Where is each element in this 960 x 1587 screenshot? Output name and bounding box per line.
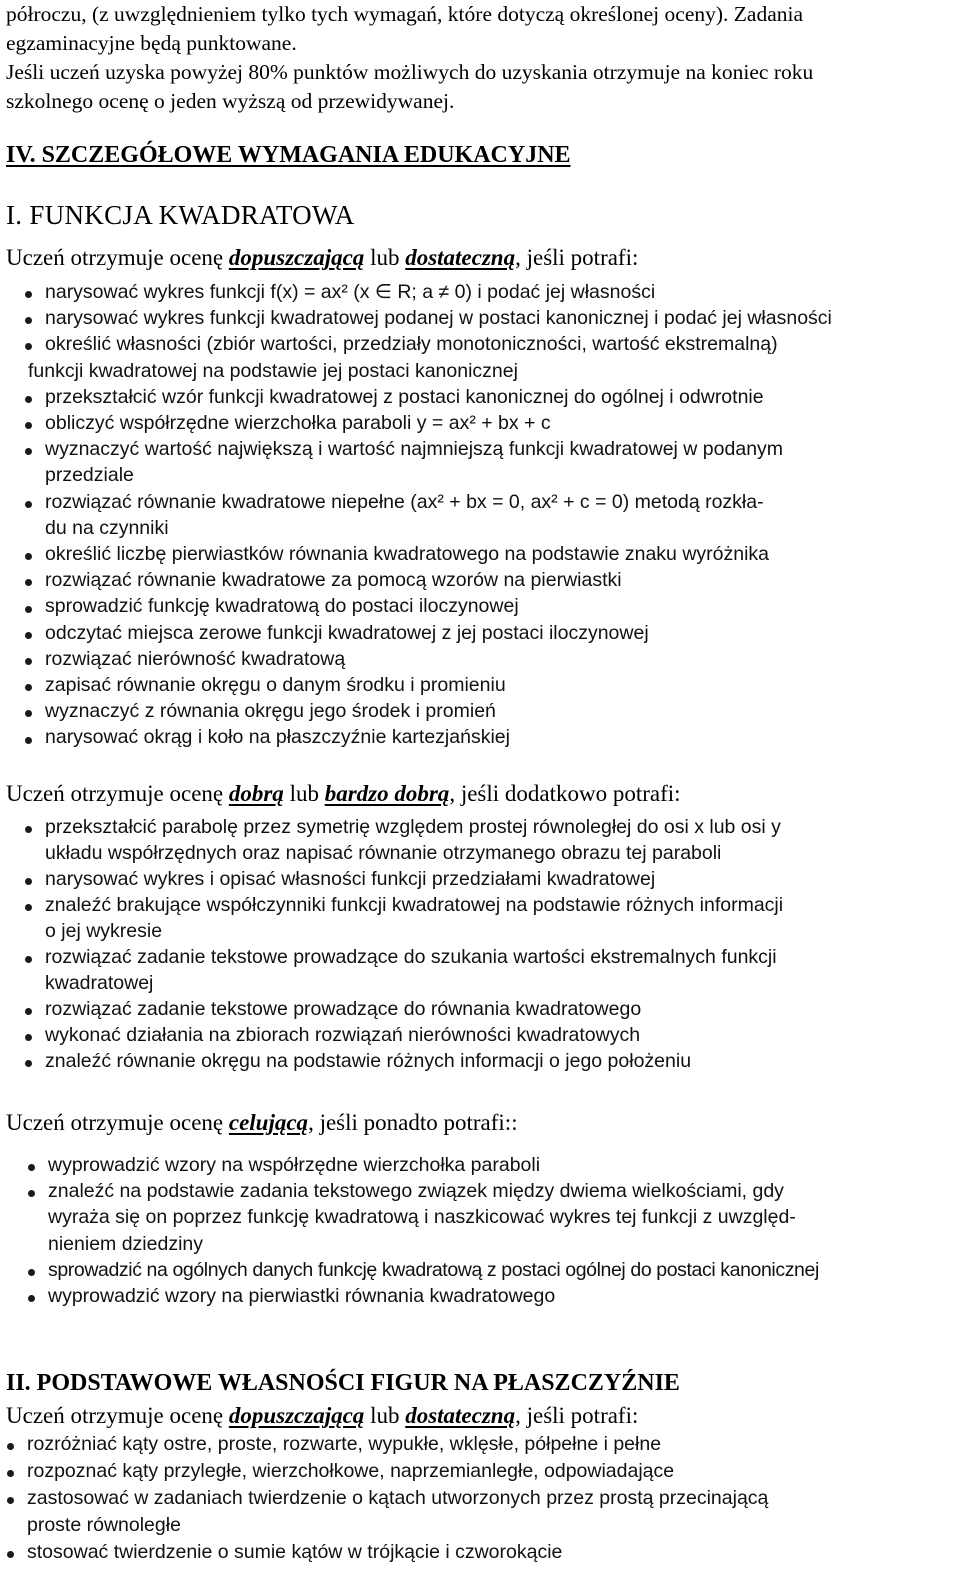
item-continuation: proste równoległe	[27, 1514, 181, 1536]
requirements-list	[4, 1431, 768, 1566]
list-item	[22, 436, 832, 488]
list-item: rozwiązać równanie kwadratowe za pomocą wzorów na pierwiastki	[22, 567, 832, 593]
section-heading: IV. SZCZEGÓŁOWE WYMAGANIA EDUKACYJNE	[6, 142, 571, 168]
topic-title: I. FUNKCJA KWADRATOWA	[6, 200, 355, 230]
item-continuation: wyraża się on poprzez funkcję kwadratową i naszkicować wykres tej funkcji z uwzględ-	[48, 1206, 796, 1229]
list-item: narysować wykres funkcji f(x) = ax² (x ∈ R; a ≠ 0) i podać jej własności	[22, 279, 832, 305]
grade-prefix: Uczeń otrzymuje ocenę	[6, 1403, 229, 1428]
list-item: sprowadzić na ogólnych danych funkcję kwadratową z postaci ogólnej do postaci kanonicznej	[25, 1257, 819, 1283]
intro-line: półroczu, (z uwzględnieniem tylko tych wymagań, które dotyczą określonej oceny). Zadania	[6, 2, 804, 26]
list-item: rozróżniać kąty ostre, proste, rozwarte, wypukłe, wklęsłe, półpełne i pełne	[4, 1431, 768, 1458]
topic-title: II. PODSTAWOWE WŁASNOŚCI FIGUR NA PŁASZCZYŹNIE	[6, 1370, 680, 1396]
list-item: określić liczbę pierwiastków równania kwadratowego na podstawie znaku wyróżnika	[22, 541, 832, 567]
list-item: rozwiązać zadanie tekstowe prowadzące do równania kwadratowego	[22, 996, 783, 1022]
requirements-list	[22, 279, 832, 751]
item-continuation: układu współrzędnych oraz napisać równanie otrzymanego obrazu tej paraboli	[45, 842, 722, 864]
list-item: przekształcić wzór funkcji kwadratowej z postaci kanonicznej do ogólnej i odwrotnie	[22, 384, 832, 410]
item-continuation: przedziale	[45, 464, 134, 487]
grade-name: dopuszczającą	[228, 1403, 365, 1428]
list-item: narysować wykres i opisać własności funkcji przedziałami kwadratowej	[22, 866, 783, 892]
item-line: rozwiązać zadanie tekstowe prowadzące do szukania wartości ekstremalnych funkcji	[45, 946, 777, 968]
list-item	[25, 1178, 819, 1257]
list-item: wykonać działania na zbiorach rozwiązań nierówności kwadratowych	[22, 1022, 783, 1048]
grade-suffix: , jeśli potrafi:	[515, 245, 639, 270]
item-line: wyznaczyć wartość największą i wartość najmniejszą funkcji kwadratowej w podanym	[45, 438, 784, 461]
requirements-list	[25, 1152, 819, 1309]
list-item	[22, 814, 783, 866]
grade-name: dopuszczającą	[228, 245, 365, 270]
list-item: wyprowadzić wzory na współrzędne wierzchołka paraboli	[25, 1152, 819, 1178]
requirements-list	[22, 814, 783, 1074]
item-line: przekształcić parabolę przez symetrię względem prostej równoległej do osi x lub osi y	[45, 816, 781, 838]
grade-name: bardzo dobrą	[324, 781, 450, 806]
list-item	[22, 489, 832, 541]
grade-name: dobrą	[228, 781, 284, 806]
list-item: narysować wykres funkcji kwadratowej podanej w postaci kanonicznej i podać jej własności	[22, 305, 832, 331]
grade-connector: lub	[364, 245, 406, 270]
grade-criteria-heading	[6, 245, 638, 271]
intro-paragraph	[6, 0, 954, 116]
item-line: znaleźć brakujące współczynniki funkcji kwadratowej na podstawie różnych informacji	[45, 894, 784, 916]
grade-criteria-heading	[6, 1110, 518, 1136]
list-item: obliczyć współrzędne wierzchołka paraboli y = ax² + bx + c	[22, 410, 832, 436]
grade-criteria-heading	[6, 1403, 638, 1429]
list-item: stosować twierdzenie o sumie kątów w trójkącie i czworokącie	[4, 1539, 768, 1566]
intro-line: Jeśli uczeń uzyska powyżej 80% punktów możliwych do uzyskania otrzymuje na koniec roku	[6, 60, 814, 84]
list-item: znaleźć równanie okręgu na podstawie różnych informacji o jego położeniu	[22, 1048, 783, 1074]
item-line: rozwiązać równanie kwadratowe niepełne (ax² + bx = 0, ax² + c = 0) metodą rozkła-	[45, 490, 764, 513]
item-line: znaleźć na podstawie zadania tekstowego związek między dwiema wielkościami, gdy	[48, 1180, 784, 1203]
list-item: wyprowadzić wzory na pierwiastki równania kwadratowego	[25, 1283, 819, 1309]
grade-connector: lub	[364, 1403, 406, 1428]
item-continuation: du na czynniki	[45, 516, 169, 539]
list-item: rozpoznać kąty przyległe, wierzchołkowe, naprzemianległe, odpowiadające	[4, 1458, 768, 1485]
grade-name: dostateczną	[405, 245, 516, 270]
grade-criteria-heading	[6, 781, 681, 807]
item-line: zastosować w zadaniach twierdzenie o kątach utworzonych przez prostą przecinającą	[27, 1487, 769, 1509]
item-continuation: o jej wykresie	[45, 920, 163, 942]
intro-line: egzaminacyjne będą punktowane.	[6, 31, 297, 55]
item-line: określić własności (zbiór wartości, przedziały monotoniczności, wartość ekstremalną)	[45, 333, 778, 356]
intro-line: szkolnego ocenę o jeden wyższą od przewidywanej.	[6, 89, 455, 113]
item-continuation: kwadratowej	[45, 972, 154, 994]
list-item: odczytać miejsca zerowe funkcji kwadratowej z jej postaci iloczynowej	[22, 620, 832, 646]
list-item: rozwiązać nierówność kwadratową	[22, 646, 832, 672]
list-item: zapisać równanie okręgu o danym środku i promieniu	[22, 672, 832, 698]
grade-prefix: Uczeń otrzymuje ocenę	[6, 245, 229, 270]
grade-suffix: , jeśli ponadto potrafi::	[308, 1110, 518, 1135]
item-continuation: funkcji kwadratowej na podstawie jej postaci kanonicznej	[28, 359, 518, 382]
grade-name: celującą	[228, 1110, 309, 1135]
list-item: sprowadzić funkcję kwadratową do postaci iloczynowej	[22, 593, 832, 619]
item-continuation: nieniem dziedziny	[48, 1232, 204, 1255]
list-item	[4, 1485, 768, 1539]
list-item	[22, 892, 783, 944]
grade-prefix: Uczeń otrzymuje ocenę	[6, 1110, 229, 1135]
grade-prefix: Uczeń otrzymuje ocenę	[6, 781, 229, 806]
list-item	[22, 944, 783, 996]
grade-connector: lub	[283, 781, 325, 806]
list-item: narysować okrąg i koło na płaszczyźnie kartezjańskiej	[22, 724, 832, 750]
grade-suffix: , jeśli dodatkowo potrafi:	[449, 781, 681, 806]
grade-name: dostateczną	[405, 1403, 516, 1428]
list-item: wyznaczyć z równania okręgu jego środek i promień	[22, 698, 832, 724]
grade-suffix: , jeśli potrafi:	[515, 1403, 639, 1428]
list-item	[22, 331, 832, 383]
